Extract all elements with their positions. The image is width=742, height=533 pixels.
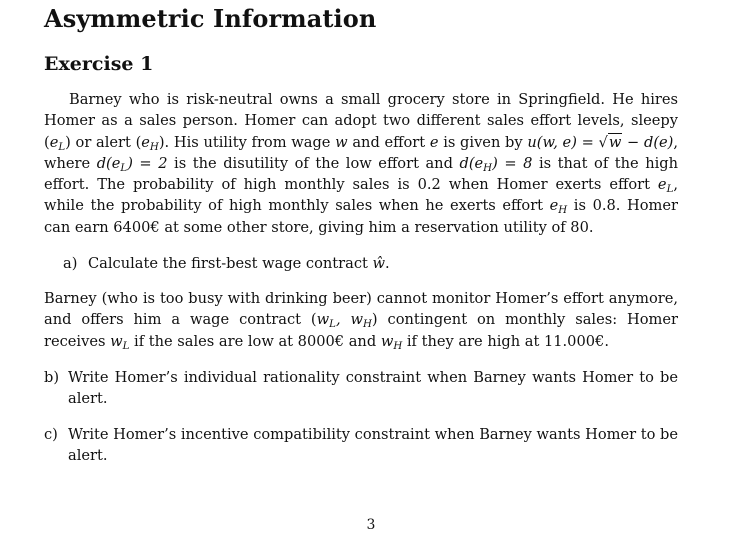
question-b-label: b) <box>44 369 60 386</box>
math-eL: $e_L$ <box>49 133 66 153</box>
intro-paragraph <box>44 89 678 238</box>
intro-text-2: ) or alert ( <box>65 133 142 151</box>
intro-text-9: , while the probability of high monthly sales when he exerts effort <box>44 176 678 215</box>
contract-text-4: if they are high at 11.000€. <box>402 332 609 350</box>
question-a <box>63 253 697 274</box>
question-c-label: c) <box>44 426 58 443</box>
intro-text-4: and effort <box>347 133 430 151</box>
math-eH-2: $e_H$ <box>549 197 568 217</box>
page-title: Asymmetric Information <box>44 4 377 33</box>
question-c-text: Write Homer’s incentive compatibility constraint when Barney wants Homer to be alert. <box>68 426 678 465</box>
contract-text-3: if the sales are low at 8000€ and <box>129 332 381 350</box>
question-a-text: Calculate the first-best wage contract ŵ. <box>88 255 390 272</box>
question-b <box>44 367 678 410</box>
math-eH: $e_H$ <box>141 133 159 153</box>
contract-text-2: ) contingent on monthly sales: Homer receives <box>44 311 678 350</box>
intro-text-5: is given by <box>438 133 528 151</box>
contract-paragraph <box>44 288 678 352</box>
intro-text-8: is that of the high effort. The probability of high monthly sales is 0.2 when Homer exerts effort <box>44 154 679 194</box>
math-w: w <box>335 133 348 151</box>
intro-text-1: Barney who is risk-neutral owns a small grocery store in Springfield. He hires Homer as a sales person. Homer can adopt two different sales effort levels, sleepy ( <box>44 91 678 151</box>
math-utility: u(w, e) = √w − d(e) <box>527 133 674 151</box>
intro-text-3: ). His utility from wage <box>158 133 336 151</box>
intro-text-10: is 0.8. Homer can earn 6400€ at some other store, giving him a reservation utility of 80. <box>44 197 678 236</box>
question-a-label: a) <box>63 255 78 272</box>
math-dH: $d(e_H) = 8$ <box>459 154 533 174</box>
math-wL: $w_L$ <box>110 332 130 352</box>
exercise-heading: Exercise 1 <box>44 53 154 75</box>
math-dL: $d(e_L) = 2$ <box>96 154 168 174</box>
math-eL-2: $e_L$ <box>657 176 674 196</box>
question-b-text: Write Homer’s individual rationality constraint when Barney wants Homer to be alert. <box>68 369 678 408</box>
page-number: 3 <box>366 517 376 533</box>
math-wH: $w_H$ <box>380 332 403 352</box>
intro-text-7: is the disutility of the low effort and <box>167 154 460 172</box>
question-c <box>44 424 678 467</box>
contract-text-1: Barney (who is too busy with drinking beer) cannot monitor Homer’s effort anymore, and offers him a wage contract ( <box>44 290 678 329</box>
math-w-hat: ŵ <box>372 255 386 272</box>
intro-text-6: , where <box>44 133 678 172</box>
math-wage-pair: $w_L$, $w_H$ <box>316 311 372 331</box>
math-e: e <box>429 133 439 151</box>
